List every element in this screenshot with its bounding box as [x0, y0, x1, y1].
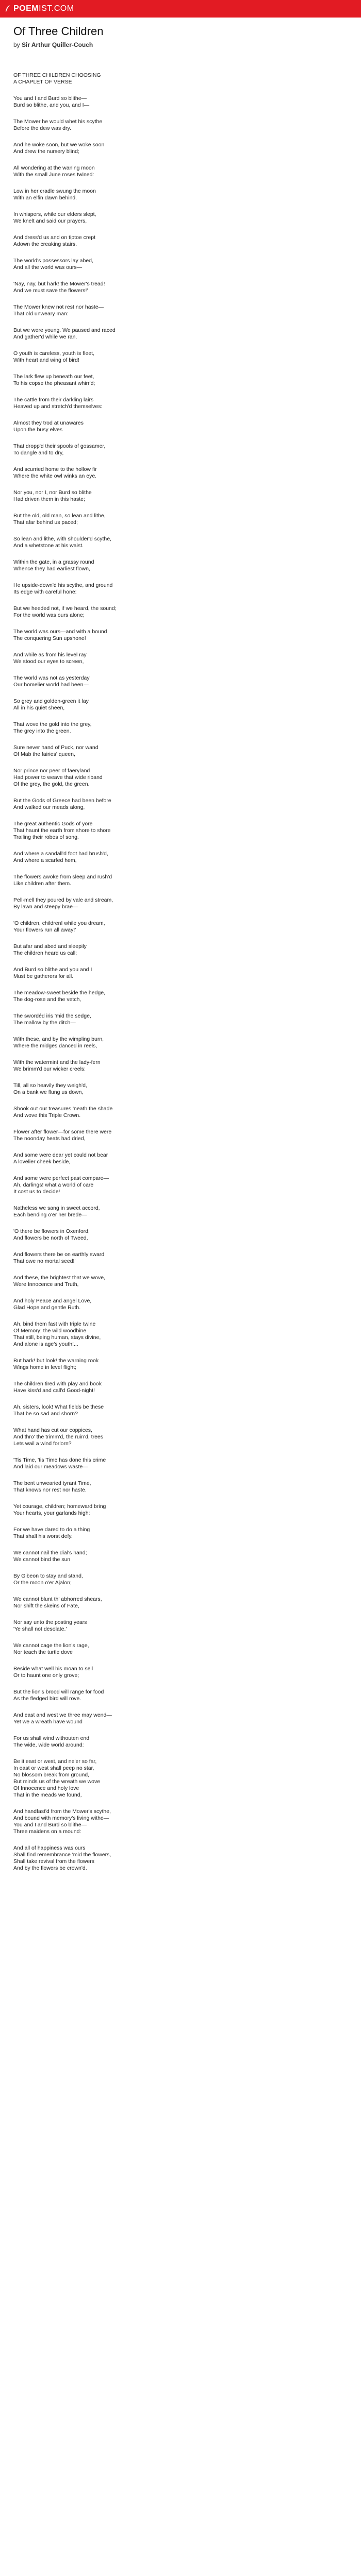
- poem-line: And flowers be north of Tweed,: [13, 1235, 88, 1241]
- stanza: [13, 1205, 343, 1218]
- stanza: [13, 821, 343, 841]
- poem-line: And drew the nursery blind;: [13, 148, 79, 155]
- poem-line: Adown the creaking stairs.: [13, 241, 77, 247]
- poem-line: The flowers awoke from sleep and rush'd: [13, 874, 112, 880]
- poem-line: Lets wail a wind forlorn?: [13, 1440, 72, 1447]
- stanza: [13, 95, 343, 109]
- poem-line: Were Innocence and Truth,: [13, 1281, 79, 1287]
- stanza: [13, 1573, 343, 1586]
- poem-line: Where the midges danced in reels,: [13, 1043, 97, 1049]
- poem-line: A lovelier cheek beside,: [13, 1159, 71, 1165]
- poem-line: Our homelier world had been—: [13, 682, 89, 688]
- poem-line: The swordéd iris 'mid the sedge,: [13, 1013, 91, 1019]
- poem-line: And by the flowers be crown'd.: [13, 1865, 87, 1871]
- stanza: [13, 1457, 343, 1470]
- poem-line: Of Memory; the wild woodbine: [13, 1328, 87, 1334]
- poem-line: No blossom break from ground,: [13, 1772, 90, 1778]
- poem-container: [0, 18, 343, 1872]
- poem-line: And east and west we three may wend—: [13, 1712, 112, 1718]
- poem-line: And scurried home to the hollow fir: [13, 466, 97, 472]
- stanza: [13, 1106, 343, 1119]
- poem-line: You and I and Burd so blithe—: [13, 1822, 87, 1828]
- stanza: [13, 1666, 343, 1679]
- poem-line: And flowers there be on earthly sward: [13, 1251, 105, 1258]
- poem-line: Your hearts, your garlands high:: [13, 1510, 90, 1516]
- poem-line: Its edge with careful hone:: [13, 589, 77, 595]
- poem-line: The wide, wide world around:: [13, 1742, 84, 1748]
- poem-line: Of the grey, the gold, the green.: [13, 781, 90, 787]
- poem-line: But minds us of the wreath we wove: [13, 1778, 101, 1785]
- logo-text-main: POEM: [13, 4, 39, 13]
- stanza: [13, 1404, 343, 1417]
- poem-line: And thro' the trimm'd, the ruin'd, trees: [13, 1434, 104, 1440]
- poem-line: But we heeded not, if we heard, the sound;: [13, 605, 117, 612]
- poem-line: O youth is careless, youth is fleet,: [13, 350, 94, 357]
- poem-line: Sure never hand of Puck, nor wand: [13, 744, 99, 751]
- poem-line: Had driven them in this haste;: [13, 496, 85, 502]
- poem-line: Low in her cradle swung the moon: [13, 188, 96, 194]
- poem-line: The mallow by the ditch—: [13, 1020, 76, 1026]
- stanza: [13, 1175, 343, 1195]
- poem-title: Of Three Children: [13, 25, 104, 38]
- poem-line: Heaved up and stretch'd themselves:: [13, 403, 103, 410]
- stanza: [13, 1735, 343, 1749]
- poem-line: But the old, old man, so lean and lithe,: [13, 513, 106, 519]
- stanza: [13, 1358, 343, 1371]
- poem-line: The world was not as yesterday: [13, 675, 90, 681]
- stanza: [13, 559, 343, 572]
- poem-line: We cannot nail the dial's hand;: [13, 1550, 87, 1556]
- poem-line: The Mower he would whet his scythe: [13, 118, 103, 125]
- poem-line: Your flowers run all away!': [13, 927, 76, 933]
- poem-line: On a bank we flung us down,: [13, 1089, 84, 1095]
- poem-line: But hark! but look! the warning rook: [13, 1358, 99, 1364]
- poem-line: And some were perfect past compare—: [13, 1175, 109, 1181]
- stanza: [13, 72, 343, 86]
- poem-line: By lawn and steepy brae—: [13, 904, 78, 910]
- poem-line: The great authentic Gods of yore: [13, 821, 93, 827]
- poem-line: Or to haunt one only grove;: [13, 1672, 79, 1679]
- stanza: [13, 1427, 343, 1447]
- stanza: [13, 1275, 343, 1288]
- poem-line: We cannot cage the lion's rage,: [13, 1642, 89, 1649]
- stanza: [13, 350, 343, 364]
- poem-line: Upon the busy elves: [13, 427, 63, 433]
- stanza: [13, 990, 343, 1003]
- stanza: [13, 897, 343, 910]
- stanza: [13, 536, 343, 549]
- poem-line: Have kiss'd and call'd Good-night!: [13, 1387, 95, 1394]
- poem-line: To his copse the pheasant whirr'd;: [13, 380, 95, 386]
- stanza: [13, 443, 343, 456]
- stanza: [13, 1619, 343, 1633]
- stanza: [13, 1251, 343, 1265]
- poem-line: Yet we a wreath have wound: [13, 1719, 83, 1725]
- poem-line: You and I and Burd so blithe—: [13, 95, 87, 101]
- poem-line: Nor prince nor peer of faeryland: [13, 768, 90, 774]
- poem-line: Burd so blithe, and you, and I—: [13, 102, 90, 108]
- poem-line: Where the white owl winks an eye.: [13, 473, 97, 479]
- poem-line: Wings home in level flight;: [13, 1364, 76, 1370]
- poem-line: And a whetstone at his waist.: [13, 543, 84, 549]
- quill-pen-icon: [5, 5, 10, 12]
- poem-line: Or the moon o'er Ajalon;: [13, 1580, 72, 1586]
- poem-line: That shall his worst defy.: [13, 1533, 73, 1539]
- logo-text-tld: IST.COM: [39, 4, 74, 13]
- site-logo[interactable]: [13, 4, 74, 13]
- poem-line: And holy Peace and angel Love,: [13, 1298, 92, 1304]
- poem-line: We brimm'd our wicker creels:: [13, 1066, 86, 1072]
- stanza: [13, 874, 343, 887]
- stanza: [13, 675, 343, 688]
- poem-line: 'Tis Time, 'tis Time has done this crime: [13, 1457, 106, 1463]
- byline: [13, 41, 343, 48]
- stanza: [13, 258, 343, 271]
- stanza: [13, 1503, 343, 1517]
- poem-line: Ah, sisters, look! What fields be these: [13, 1404, 104, 1410]
- poem-line: So grey and golden-green it lay: [13, 698, 89, 704]
- stanza: [13, 489, 343, 503]
- poem-line: With an elfin dawn behind.: [13, 195, 77, 201]
- poem-line: With heart and wing of bird!: [13, 357, 79, 363]
- poem-line: 'O children, children! while you dream,: [13, 920, 105, 926]
- poem-line: That afar behind us paced;: [13, 519, 78, 526]
- poem-line: A CHAPLET OF VERSE: [13, 79, 72, 85]
- stanza: [13, 768, 343, 788]
- poem-line: We cannot bind the sun: [13, 1556, 71, 1563]
- poem-line: But afar and abed and sleepily: [13, 943, 87, 950]
- poem-line: The bent unwearied tyrant Time,: [13, 1480, 91, 1486]
- stanza: [13, 1808, 343, 1835]
- poem-line: That wove the gold into the grey,: [13, 721, 92, 727]
- poem-line: Glad Hope and gentle Ruth.: [13, 1304, 81, 1311]
- poem-line: Three maidens on a mound:: [13, 1828, 81, 1835]
- stanza: [13, 1013, 343, 1026]
- stanza: [13, 721, 343, 735]
- poem-line: Whence they had earliest flown,: [13, 566, 90, 572]
- poem-line: Like children after them.: [13, 880, 72, 887]
- stanza: [13, 1758, 343, 1799]
- stanza: [13, 420, 343, 433]
- stanza: [13, 1550, 343, 1563]
- poem-line: Had power to weave that wide riband: [13, 774, 103, 781]
- poem-line: The children tired with play and book: [13, 1381, 102, 1387]
- author-link[interactable]: Sir Arthur Quiller-Couch: [22, 41, 93, 48]
- stanza: [13, 1082, 343, 1096]
- poem-line: But we were young. We paused and raced: [13, 327, 116, 333]
- poem-line: In east or west shall peep no star,: [13, 1765, 94, 1771]
- stanza: [13, 234, 343, 248]
- poem-line: And we must save the flowers!': [13, 287, 88, 294]
- poem-line: Shook out our treasures 'neath the shade: [13, 1106, 113, 1112]
- poem-line: Almost they trod at unawares: [13, 420, 84, 426]
- poem-line: Yet courage, children; homeward bring: [13, 1503, 106, 1510]
- poem-line: That haunt the earth from shore to shore: [13, 827, 111, 834]
- poem-line: And all the world was ours—: [13, 264, 83, 270]
- poem-line: That still, being human, stays divine,: [13, 1334, 101, 1341]
- stanza: [13, 1381, 343, 1394]
- poem-line: The dog-rose and the vetch,: [13, 996, 81, 1003]
- poem-line: The grey into the green.: [13, 728, 71, 734]
- poem-line: What hand has cut our coppices,: [13, 1427, 92, 1433]
- poem-line: And walked our meads along,: [13, 804, 85, 810]
- poem-line: And some were dear yet could not bear: [13, 1152, 108, 1158]
- poem-line: With the small June roses twined:: [13, 172, 94, 178]
- stanza: [13, 1152, 343, 1165]
- poem-line: And he woke soon, but we woke soon: [13, 142, 105, 148]
- poem-line: Within the gate, in a grassy round: [13, 559, 94, 565]
- poem-line: Nor teach the turtle dove: [13, 1649, 73, 1655]
- poem-line: Nor say unto the posting years: [13, 1619, 87, 1625]
- poem-line: 'O there be flowers in Oxenford,: [13, 1228, 90, 1234]
- stanza: [13, 920, 343, 934]
- poem-line: That knows nor rest nor haste.: [13, 1487, 87, 1493]
- poem-line: It cost us to decide!: [13, 1189, 60, 1195]
- poem-line: OF THREE CHILDREN CHOOSING: [13, 72, 101, 78]
- stanza: [13, 1480, 343, 1494]
- stanza: [13, 967, 343, 980]
- poem-line: And gather'd while we ran.: [13, 334, 77, 340]
- poem-line: Each bending o'er her brede—: [13, 1212, 87, 1218]
- stanza: [13, 605, 343, 619]
- poem-line: The children heard us call;: [13, 950, 77, 956]
- poem-line: Of Mab the fairies' queen,: [13, 751, 75, 757]
- stanza: [13, 1845, 343, 1872]
- stanza: [13, 1712, 343, 1725]
- poem-line: The lark flew up beneath our feet,: [13, 374, 94, 380]
- stanza: [13, 798, 343, 811]
- poem-line: The world's possessors lay abed,: [13, 258, 93, 264]
- stanza: [13, 582, 343, 596]
- stanza: [13, 1527, 343, 1540]
- poem-line: The cattle from their darkling lairs: [13, 397, 94, 403]
- poem-line: Be it east or west, and ne'er so far,: [13, 1758, 97, 1765]
- stanza: [13, 1036, 343, 1049]
- stanza: [13, 304, 343, 317]
- poem-line: Nor shift the skeins of Fate,: [13, 1603, 79, 1609]
- stanza: [13, 744, 343, 758]
- stanza: [13, 851, 343, 864]
- poem-line: All wondering at the waning moon: [13, 165, 95, 171]
- stanza: [13, 1321, 343, 1348]
- stanza: [13, 188, 343, 201]
- poem-line: Pell-mell they poured by vale and stream,: [13, 897, 113, 903]
- stanza: [13, 513, 343, 526]
- stanza: [13, 1129, 343, 1142]
- poem-line: And laid our meadows waste—: [13, 1464, 88, 1470]
- poem-line: Till, all so heavily they weigh'd,: [13, 1082, 87, 1089]
- poem-line: He upside-down'd his scythe, and ground: [13, 582, 113, 588]
- poem-line: For the world was ours alone;: [13, 612, 85, 618]
- poem-line: That in the meads we found,: [13, 1792, 82, 1798]
- poem-line: But the lion's brood will range for food: [13, 1689, 104, 1695]
- stanza: [13, 374, 343, 387]
- poem-line: As the fledged bird will rove.: [13, 1696, 81, 1702]
- poem-line: Of Innocence and holy love: [13, 1785, 79, 1791]
- poem-line: And where a scarfed hem,: [13, 857, 77, 863]
- poem-line: Flower after flower—for some there were: [13, 1129, 112, 1135]
- byline-prefix: by: [13, 41, 20, 48]
- poem-line: All in his quiet sheen,: [13, 705, 65, 711]
- poem-line: Shall find remembrance 'mid the flowers,: [13, 1852, 111, 1858]
- poem-line: And alone is age's youth!...: [13, 1341, 78, 1347]
- poem-line: Nor you, nor I, nor Burd so blithe: [13, 489, 92, 496]
- stanza: [13, 1642, 343, 1656]
- poem-line: And handfast'd from the Mower's scythe,: [13, 1808, 111, 1815]
- stanza: [13, 1298, 343, 1311]
- poem-line: That be so sad and shorn?: [13, 1411, 78, 1417]
- poem-line: 'Nay, nay, but hark! the Mower's tread!: [13, 281, 105, 287]
- site-header: [0, 0, 361, 18]
- poem-line: That old unweary man:: [13, 311, 69, 317]
- poem-line: Ah, darlings! what a world of care: [13, 1182, 94, 1188]
- poem-line: That owe no mortal seed!': [13, 1258, 76, 1264]
- stanza: [13, 118, 343, 132]
- poem-line: So lean and lithe, with shoulder'd scythe,: [13, 536, 111, 542]
- poem-line: Shall take revival from the flowers: [13, 1858, 94, 1865]
- stanza: [13, 1596, 343, 1609]
- poem-body: [13, 72, 343, 1872]
- poem-line: We cannot blunt th' abhorred shears,: [13, 1596, 102, 1602]
- stanza: [13, 698, 343, 711]
- poem-line: That dropp'd their spools of gossamer,: [13, 443, 106, 449]
- poem-line: Ah, bind them fast with triple twine: [13, 1321, 96, 1327]
- poem-line: To dangle and to dry,: [13, 450, 64, 456]
- poem-line: And dress'd us and on tiptoe crept: [13, 234, 96, 241]
- poem-line: And where a sandall'd foot had brush'd,: [13, 851, 108, 857]
- stanza: [13, 327, 343, 341]
- stanza: [13, 1689, 343, 1702]
- poem-line: And while as from his level ray: [13, 652, 87, 658]
- poem-line: But the Gods of Greece had been before: [13, 798, 111, 804]
- poem-line: With these, and by the wimpling burn,: [13, 1036, 104, 1042]
- poem-line: Natheless we sang in sweet accord,: [13, 1205, 100, 1211]
- poem-line: And all of happiness was ours: [13, 1845, 86, 1851]
- stanza: [13, 652, 343, 665]
- stanza: [13, 397, 343, 410]
- poem-line: Beside what well his moan to sell: [13, 1666, 93, 1672]
- poem-line: We knelt and said our prayers,: [13, 218, 87, 224]
- poem-line: The world was ours—and with a bound: [13, 629, 107, 635]
- poem-line: We stood our eyes to screen,: [13, 658, 84, 665]
- stanza: [13, 142, 343, 155]
- stanza: [13, 629, 343, 642]
- poem-line: The Mower knew not rest nor haste—: [13, 304, 104, 310]
- stanza: [13, 281, 343, 294]
- poem-line: And bound with memory's living withe—: [13, 1815, 109, 1821]
- stanza: [13, 943, 343, 957]
- poem-line: The noonday heats had dried,: [13, 1136, 86, 1142]
- poem-line: By Gibeon to stay and stand,: [13, 1573, 83, 1579]
- stanza: [13, 466, 343, 480]
- poem-line: 'Ye shall not desolate.': [13, 1626, 67, 1632]
- poem-line: The conquering Sun upshone!: [13, 635, 86, 641]
- poem-line: With the watermint and the lady-fern: [13, 1059, 101, 1065]
- poem-line: And wove this Triple Crown.: [13, 1112, 81, 1118]
- poem-line: And these, the brightest that we wove,: [13, 1275, 106, 1281]
- poem-line: The meadow-sweet beside the hedge,: [13, 990, 106, 996]
- poem-line: And Burd so blithe and you and I: [13, 967, 92, 973]
- poem-line: In whispers, while our elders slept,: [13, 211, 96, 217]
- poem-line: Before the dew was dry.: [13, 125, 71, 131]
- stanza: [13, 1228, 343, 1242]
- poem-line: Must be gatherers for all.: [13, 973, 74, 979]
- poem-line: For us shall wind withouten end: [13, 1735, 90, 1741]
- poem-line: Trailing their robes of song.: [13, 834, 79, 840]
- stanza: [13, 211, 343, 225]
- stanza: [13, 1059, 343, 1073]
- stanza: [13, 165, 343, 178]
- poem-line: For we have dared to do a thing: [13, 1527, 90, 1533]
